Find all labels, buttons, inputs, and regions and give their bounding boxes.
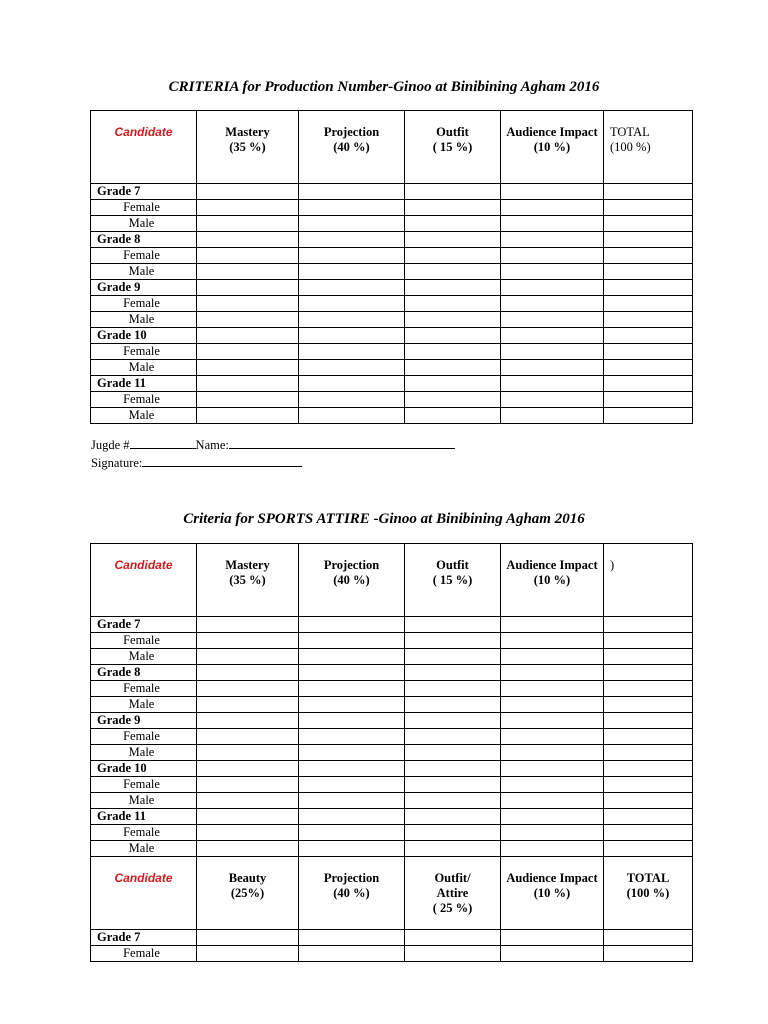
grade-row [91, 930, 693, 946]
female-row [91, 248, 693, 264]
grade-row [91, 713, 693, 729]
score-cell[interactable] [299, 200, 405, 216]
score-cell[interactable] [299, 328, 405, 344]
score-cell[interactable] [604, 376, 693, 392]
score-cell[interactable] [197, 360, 299, 376]
score-cell[interactable] [501, 793, 604, 809]
female-row [91, 344, 693, 360]
score-cell[interactable] [604, 841, 693, 857]
female-row-label: Female [91, 777, 197, 793]
female-row-label: Female [91, 392, 197, 408]
score-cell[interactable] [405, 216, 501, 232]
score-cell[interactable] [299, 344, 405, 360]
header-row [91, 111, 693, 184]
score-cell[interactable] [197, 200, 299, 216]
grade-row-label: Grade 7 [91, 184, 197, 200]
score-cell[interactable] [501, 312, 604, 328]
male-row-label: Male [91, 264, 197, 280]
male-row [91, 697, 693, 713]
score-cell[interactable] [501, 392, 604, 408]
male-row [91, 264, 693, 280]
score-cell[interactable] [405, 761, 501, 777]
grade-row [91, 376, 693, 392]
female-row [91, 946, 693, 962]
score-cell[interactable] [197, 344, 299, 360]
score-cell[interactable] [197, 649, 299, 665]
female-row-label: Female [91, 681, 197, 697]
score-cell[interactable] [501, 681, 604, 697]
score-cell[interactable] [604, 825, 693, 841]
male-row-label: Male [91, 649, 197, 665]
score-cell[interactable] [405, 360, 501, 376]
score-cell[interactable] [604, 408, 693, 424]
score-cell[interactable] [501, 617, 604, 633]
grade-row-label: Grade 8 [91, 665, 197, 681]
score-cell[interactable] [299, 360, 405, 376]
score-cell[interactable] [197, 408, 299, 424]
score-cell[interactable] [604, 296, 693, 312]
score-cell[interactable] [299, 665, 405, 681]
score-cell[interactable] [604, 633, 693, 649]
score-cell[interactable] [604, 793, 693, 809]
judge-name-label: Name: [195, 438, 229, 452]
criteria-header: TOTAL (100 %) [604, 111, 693, 184]
criteria-header: Outfit/ Attire ( 25 %) [405, 857, 501, 930]
judge-number-blank[interactable] [130, 437, 196, 449]
grade-row-label: Grade 11 [91, 376, 197, 392]
score-cell[interactable] [299, 713, 405, 729]
score-cell[interactable] [405, 633, 501, 649]
score-cell[interactable] [501, 408, 604, 424]
male-row-label: Male [91, 793, 197, 809]
score-cell[interactable] [299, 392, 405, 408]
score-cell[interactable] [501, 360, 604, 376]
score-cell[interactable] [197, 280, 299, 296]
male-row [91, 649, 693, 665]
female-row [91, 777, 693, 793]
judge-number-label: Jugde # [91, 438, 130, 452]
score-cell[interactable] [604, 360, 693, 376]
score-cell[interactable] [299, 649, 405, 665]
score-cell[interactable] [604, 681, 693, 697]
criteria-header: Mastery (35 %) [197, 111, 299, 184]
female-row [91, 200, 693, 216]
score-cell[interactable] [501, 633, 604, 649]
score-cell[interactable] [604, 649, 693, 665]
score-cell[interactable] [604, 392, 693, 408]
score-cell[interactable] [197, 296, 299, 312]
female-row-label: Female [91, 296, 197, 312]
grade-row [91, 184, 693, 200]
score-cell[interactable] [604, 248, 693, 264]
score-cell[interactable] [501, 745, 604, 761]
score-cell[interactable] [197, 665, 299, 681]
score-cell[interactable] [405, 184, 501, 200]
grade-row-label: Grade 10 [91, 761, 197, 777]
score-cell[interactable] [299, 280, 405, 296]
signature-blank[interactable] [142, 455, 302, 467]
production-number-title: CRITERIA for Production Number-Ginoo at Binibining Agham 2016 [168, 79, 600, 95]
score-cell[interactable] [299, 264, 405, 280]
female-row-label: Female [91, 825, 197, 841]
score-cell[interactable] [299, 296, 405, 312]
criteria-header: Projection (40 %) [299, 544, 405, 617]
score-cell[interactable] [604, 946, 693, 962]
score-cell[interactable] [405, 713, 501, 729]
score-cell[interactable] [604, 745, 693, 761]
grade-row [91, 232, 693, 248]
score-cell[interactable] [405, 930, 501, 946]
score-cell[interactable] [501, 328, 604, 344]
criteria-header: Outfit ( 15 %) [405, 111, 501, 184]
female-row [91, 681, 693, 697]
score-cell[interactable] [197, 697, 299, 713]
score-cell[interactable] [604, 665, 693, 681]
score-cell[interactable] [299, 946, 405, 962]
score-cell[interactable] [501, 649, 604, 665]
score-cell[interactable] [405, 392, 501, 408]
score-cell[interactable] [604, 729, 693, 745]
female-row [91, 825, 693, 841]
candidate-header: Candidate [91, 857, 197, 930]
score-cell[interactable] [197, 713, 299, 729]
candidate-header: Candidate [91, 111, 197, 184]
score-cell[interactable] [501, 344, 604, 360]
score-cell[interactable] [405, 280, 501, 296]
grade-row-label: Grade 11 [91, 809, 197, 825]
score-cell[interactable] [501, 184, 604, 200]
female-row-label: Female [91, 729, 197, 745]
score-cell[interactable] [405, 665, 501, 681]
score-cell[interactable] [501, 376, 604, 392]
score-cell[interactable] [405, 312, 501, 328]
score-cell[interactable] [299, 312, 405, 328]
score-cell[interactable] [501, 930, 604, 946]
score-cell[interactable] [299, 216, 405, 232]
score-cell[interactable] [604, 344, 693, 360]
score-cell[interactable] [405, 946, 501, 962]
score-cell[interactable] [299, 930, 405, 946]
female-row [91, 296, 693, 312]
score-cell[interactable] [197, 328, 299, 344]
criteria-header: Audience Impact (10 %) [501, 111, 604, 184]
score-cell[interactable] [405, 344, 501, 360]
grade-row [91, 328, 693, 344]
female-row-label: Female [91, 633, 197, 649]
male-row [91, 841, 693, 857]
score-cell[interactable] [501, 729, 604, 745]
criteria-header: Mastery (35 %) [197, 544, 299, 617]
sports-attire-title: Criteria for SPORTS ATTIRE -Ginoo at Binibining Agham 2016 [183, 511, 585, 527]
male-row-label: Male [91, 312, 197, 328]
score-cell[interactable] [405, 809, 501, 825]
score-cell[interactable] [501, 665, 604, 681]
grade-row [91, 665, 693, 681]
score-cell[interactable] [604, 328, 693, 344]
female-row [91, 729, 693, 745]
signature-line [91, 455, 302, 471]
criteria-header: Audience Impact (10 %) [501, 544, 604, 617]
score-cell[interactable] [197, 232, 299, 248]
score-cell[interactable] [501, 777, 604, 793]
score-cell[interactable] [604, 697, 693, 713]
score-cell[interactable] [299, 232, 405, 248]
score-cell[interactable] [405, 248, 501, 264]
score-cell[interactable] [197, 761, 299, 777]
header-row [91, 544, 693, 617]
score-cell[interactable] [197, 633, 299, 649]
score-cell[interactable] [501, 280, 604, 296]
criteria-header: ) [604, 544, 693, 617]
female-row-label: Female [91, 946, 197, 962]
male-row-label: Male [91, 360, 197, 376]
score-cell[interactable] [501, 264, 604, 280]
score-cell[interactable] [299, 184, 405, 200]
score-cell[interactable] [197, 392, 299, 408]
score-cell[interactable] [197, 729, 299, 745]
judge-name-blank[interactable] [229, 437, 455, 449]
grade-row-label: Grade 9 [91, 280, 197, 296]
score-cell[interactable] [604, 809, 693, 825]
criteria-header: Projection (40 %) [299, 111, 405, 184]
male-row [91, 216, 693, 232]
male-row [91, 745, 693, 761]
female-row-label: Female [91, 248, 197, 264]
score-cell[interactable] [405, 729, 501, 745]
score-cell[interactable] [405, 649, 501, 665]
score-cell[interactable] [197, 930, 299, 946]
score-cell[interactable] [501, 809, 604, 825]
female-row-label: Female [91, 344, 197, 360]
grade-row-label: Grade 9 [91, 713, 197, 729]
score-cell[interactable] [299, 761, 405, 777]
judge-line [91, 437, 455, 453]
score-cell[interactable] [405, 793, 501, 809]
score-cell[interactable] [405, 745, 501, 761]
score-cell[interactable] [299, 248, 405, 264]
grade-row-label: Grade 8 [91, 232, 197, 248]
score-cell[interactable] [604, 761, 693, 777]
score-cell[interactable] [405, 328, 501, 344]
grade-row-label: Grade 7 [91, 617, 197, 633]
score-cell[interactable] [405, 825, 501, 841]
score-cell[interactable] [604, 930, 693, 946]
score-cell[interactable] [405, 232, 501, 248]
male-row-label: Male [91, 216, 197, 232]
female-row [91, 392, 693, 408]
score-cell[interactable] [405, 408, 501, 424]
male-row [91, 312, 693, 328]
score-cell[interactable] [501, 216, 604, 232]
sports-attire-score-table [90, 543, 693, 962]
score-cell[interactable] [604, 280, 693, 296]
male-row [91, 408, 693, 424]
score-cell[interactable] [197, 841, 299, 857]
score-cell[interactable] [197, 825, 299, 841]
score-cell[interactable] [197, 745, 299, 761]
score-cell[interactable] [197, 216, 299, 232]
score-cell[interactable] [501, 841, 604, 857]
score-cell[interactable] [299, 777, 405, 793]
signature-label: Signature: [91, 456, 143, 470]
score-cell[interactable] [604, 200, 693, 216]
score-cell[interactable] [197, 184, 299, 200]
score-cell[interactable] [299, 408, 405, 424]
score-cell[interactable] [197, 793, 299, 809]
score-cell[interactable] [299, 633, 405, 649]
score-cell[interactable] [604, 232, 693, 248]
male-row-label: Male [91, 697, 197, 713]
female-row-label: Female [91, 200, 197, 216]
score-cell[interactable] [405, 376, 501, 392]
score-cell[interactable] [299, 841, 405, 857]
production-number-score-table [90, 110, 693, 424]
score-cell[interactable] [604, 264, 693, 280]
score-cell[interactable] [501, 296, 604, 312]
score-cell[interactable] [604, 617, 693, 633]
score-cell[interactable] [197, 264, 299, 280]
candidate-header: Candidate [91, 544, 197, 617]
score-cell[interactable] [197, 248, 299, 264]
criteria-header: Projection (40 %) [299, 857, 405, 930]
header-row [91, 857, 693, 930]
score-cell[interactable] [501, 697, 604, 713]
grade-row [91, 280, 693, 296]
score-cell[interactable] [405, 200, 501, 216]
grade-row [91, 761, 693, 777]
score-cell[interactable] [604, 777, 693, 793]
score-cell[interactable] [299, 697, 405, 713]
male-row-label: Male [91, 745, 197, 761]
criteria-header: Beauty (25%) [197, 857, 299, 930]
score-cell[interactable] [299, 729, 405, 745]
score-cell[interactable] [299, 793, 405, 809]
criteria-header: TOTAL (100 %) [604, 857, 693, 930]
grade-row [91, 617, 693, 633]
criteria-header: Outfit ( 15 %) [405, 544, 501, 617]
score-cell[interactable] [501, 248, 604, 264]
score-cell[interactable] [604, 216, 693, 232]
criteria-header: Audience Impact (10 %) [501, 857, 604, 930]
score-cell[interactable] [405, 264, 501, 280]
score-cell[interactable] [299, 376, 405, 392]
grade-row-label: Grade 7 [91, 930, 197, 946]
score-cell[interactable] [197, 617, 299, 633]
score-cell[interactable] [405, 296, 501, 312]
score-cell[interactable] [197, 777, 299, 793]
male-row-label: Male [91, 408, 197, 424]
grade-row [91, 809, 693, 825]
score-cell[interactable] [405, 681, 501, 697]
male-row [91, 793, 693, 809]
score-cell[interactable] [197, 681, 299, 697]
grade-row-label: Grade 10 [91, 328, 197, 344]
score-cell[interactable] [197, 809, 299, 825]
score-cell[interactable] [405, 841, 501, 857]
score-cell[interactable] [604, 184, 693, 200]
score-cell[interactable] [197, 946, 299, 962]
score-cell[interactable] [197, 376, 299, 392]
score-cell[interactable] [405, 617, 501, 633]
score-cell[interactable] [299, 809, 405, 825]
score-cell[interactable] [501, 713, 604, 729]
score-cell[interactable] [197, 312, 299, 328]
score-cell[interactable] [604, 713, 693, 729]
female-row [91, 633, 693, 649]
score-cell[interactable] [405, 777, 501, 793]
score-cell[interactable] [299, 745, 405, 761]
score-cell[interactable] [501, 232, 604, 248]
score-cell[interactable] [604, 312, 693, 328]
male-row-label: Male [91, 841, 197, 857]
score-cell[interactable] [501, 825, 604, 841]
score-cell[interactable] [299, 825, 405, 841]
score-cell[interactable] [299, 617, 405, 633]
male-row [91, 360, 693, 376]
score-cell[interactable] [299, 681, 405, 697]
score-cell[interactable] [501, 761, 604, 777]
score-cell[interactable] [501, 946, 604, 962]
score-cell[interactable] [405, 697, 501, 713]
score-cell[interactable] [501, 200, 604, 216]
